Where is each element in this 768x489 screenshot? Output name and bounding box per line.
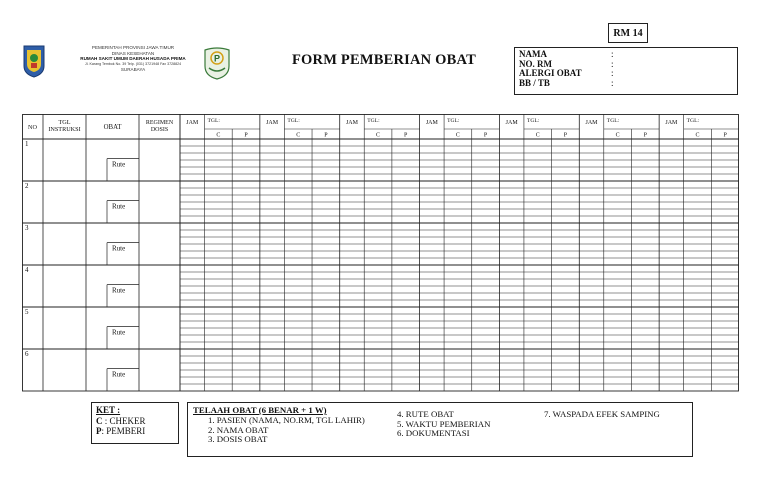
patient-allergy-field[interactable]: : [611, 68, 614, 78]
telaah-item-3: 3. DOSIS OBAT [208, 434, 268, 445]
header-jam: JAM [505, 120, 518, 126]
header-line-province: PEMERINTAH PROVINSI JAWA TIMUR [91, 45, 175, 50]
header-p: P [723, 132, 727, 139]
header-tgl-date: TGL: [287, 118, 300, 124]
telaah-item-4: 4. RUTE OBAT [397, 409, 454, 419]
rute-label: Rute [112, 286, 126, 295]
legend-p-text: : PEMBERI [101, 426, 146, 436]
telaah-item-2: 2. NAMA OBAT [208, 424, 269, 435]
legend-title: KET : [96, 405, 121, 415]
header-tgl: TGL [58, 119, 71, 126]
patient-name-label: NAMA [519, 49, 547, 59]
rute-label: Rute [112, 370, 126, 379]
patient-weight-field[interactable]: : [611, 77, 614, 88]
header-line-department: DINAS KESEHATAN [111, 50, 155, 56]
header-tgl-date: TGL: [606, 118, 620, 124]
header-jam: JAM [345, 120, 358, 126]
patient-name-field[interactable]: : [611, 49, 614, 59]
header-obat: OBAT [103, 124, 122, 131]
grid-border [23, 115, 739, 392]
telaah-item-7: 7. WASPADA EFEK SAMPING [544, 409, 660, 419]
telaah-item-1: 1. PASIEN (NAMA, NO.RM, TGL LAHIR) [208, 415, 365, 425]
header-tgl-date: TGL: [447, 118, 460, 124]
telaah-item-6: 6. DOKUMENTASI [397, 428, 470, 439]
header-p: P [324, 132, 328, 139]
header-tgl-date: TGL: [526, 118, 540, 124]
header-jam: JAM [186, 120, 199, 126]
form-title: FORM PEMBERIAN OBAT [292, 52, 476, 68]
patient-rm-field[interactable]: : [611, 58, 614, 69]
header-c: C [216, 132, 221, 139]
header-regimen: REGIMEN [145, 120, 174, 126]
header-line-city: SURABAYA [120, 67, 146, 73]
header-jam: JAM [665, 120, 678, 126]
medication-grid [22, 114, 740, 392]
header-dosis: DOSIS [150, 127, 169, 133]
legend-box [91, 402, 179, 444]
header-tgl-date: TGL: [367, 118, 380, 124]
telaah-item-5: 5. WAKTU PEMBERIAN [397, 418, 491, 429]
rute-label: Rute [112, 202, 126, 211]
header-jam: JAM [266, 120, 279, 126]
row-number: 2 [25, 182, 29, 190]
header-tgl-date: TGL: [207, 118, 220, 124]
telaah-title: TELAAH OBAT (6 BENAR + 1 W) [193, 405, 327, 415]
patient-weight-label: BB / TB [519, 77, 550, 88]
form-code: RM 14 [613, 27, 643, 39]
patient-weight-row [519, 79, 737, 89]
telaah-list-1 [208, 416, 365, 445]
form-code-box [608, 23, 648, 43]
header-c: C [615, 132, 620, 139]
header-jam: JAM [425, 120, 438, 126]
header-p: P [483, 132, 488, 139]
hospital-logo [202, 46, 232, 80]
telaah-list-3 [544, 410, 660, 420]
header-line-address: Jl. Karang Tembok No. 39 Telp. (031) 3721948 Fax 3728824 [84, 61, 182, 66]
agency-header [58, 45, 208, 73]
rute-label: Rute [112, 328, 126, 337]
telaah-box [187, 402, 693, 457]
header-c: C [455, 132, 460, 139]
row-number: 5 [25, 308, 29, 316]
row-number: 6 [25, 350, 29, 358]
province-logo [22, 44, 46, 78]
telaah-list-2 [397, 410, 490, 439]
header-p: P [563, 132, 568, 139]
legend-p-key: P [96, 426, 102, 436]
legend-c-key: C [96, 415, 103, 426]
legend-checker [96, 416, 174, 427]
legend-c-text: : CHEKER [104, 415, 146, 426]
rute-label: Rute [112, 160, 126, 169]
header-jam: JAM [585, 120, 598, 126]
header-p: P [643, 132, 647, 139]
header-c: C [376, 132, 381, 139]
medication-grid-svg [22, 114, 740, 392]
header-no: NO [28, 124, 37, 131]
patient-info-box [514, 47, 738, 95]
header-c: C [535, 132, 540, 139]
header-p: P [404, 132, 408, 139]
patient-rm-label: NO. RM [519, 58, 552, 69]
header-p: P [244, 132, 248, 139]
patient-allergy-row [519, 69, 737, 79]
row-number: 4 [25, 266, 29, 274]
header-c: C [695, 132, 700, 139]
legend-giver [96, 426, 174, 437]
header-tgl-date: TGL: [686, 118, 700, 124]
header-c: C [296, 132, 301, 139]
row-number: 3 [25, 224, 29, 232]
rute-label: Rute [112, 244, 126, 253]
row-number: 1 [25, 140, 29, 148]
patient-allergy-label: ALERGI OBAT [519, 68, 582, 78]
header-instruksi: INSTRUKSI [48, 126, 81, 133]
svg-text:P: P [213, 53, 221, 64]
header-line-hospital: RUMAH SAKIT UMUM DAERAH HUSADA PRIMA [80, 56, 186, 62]
